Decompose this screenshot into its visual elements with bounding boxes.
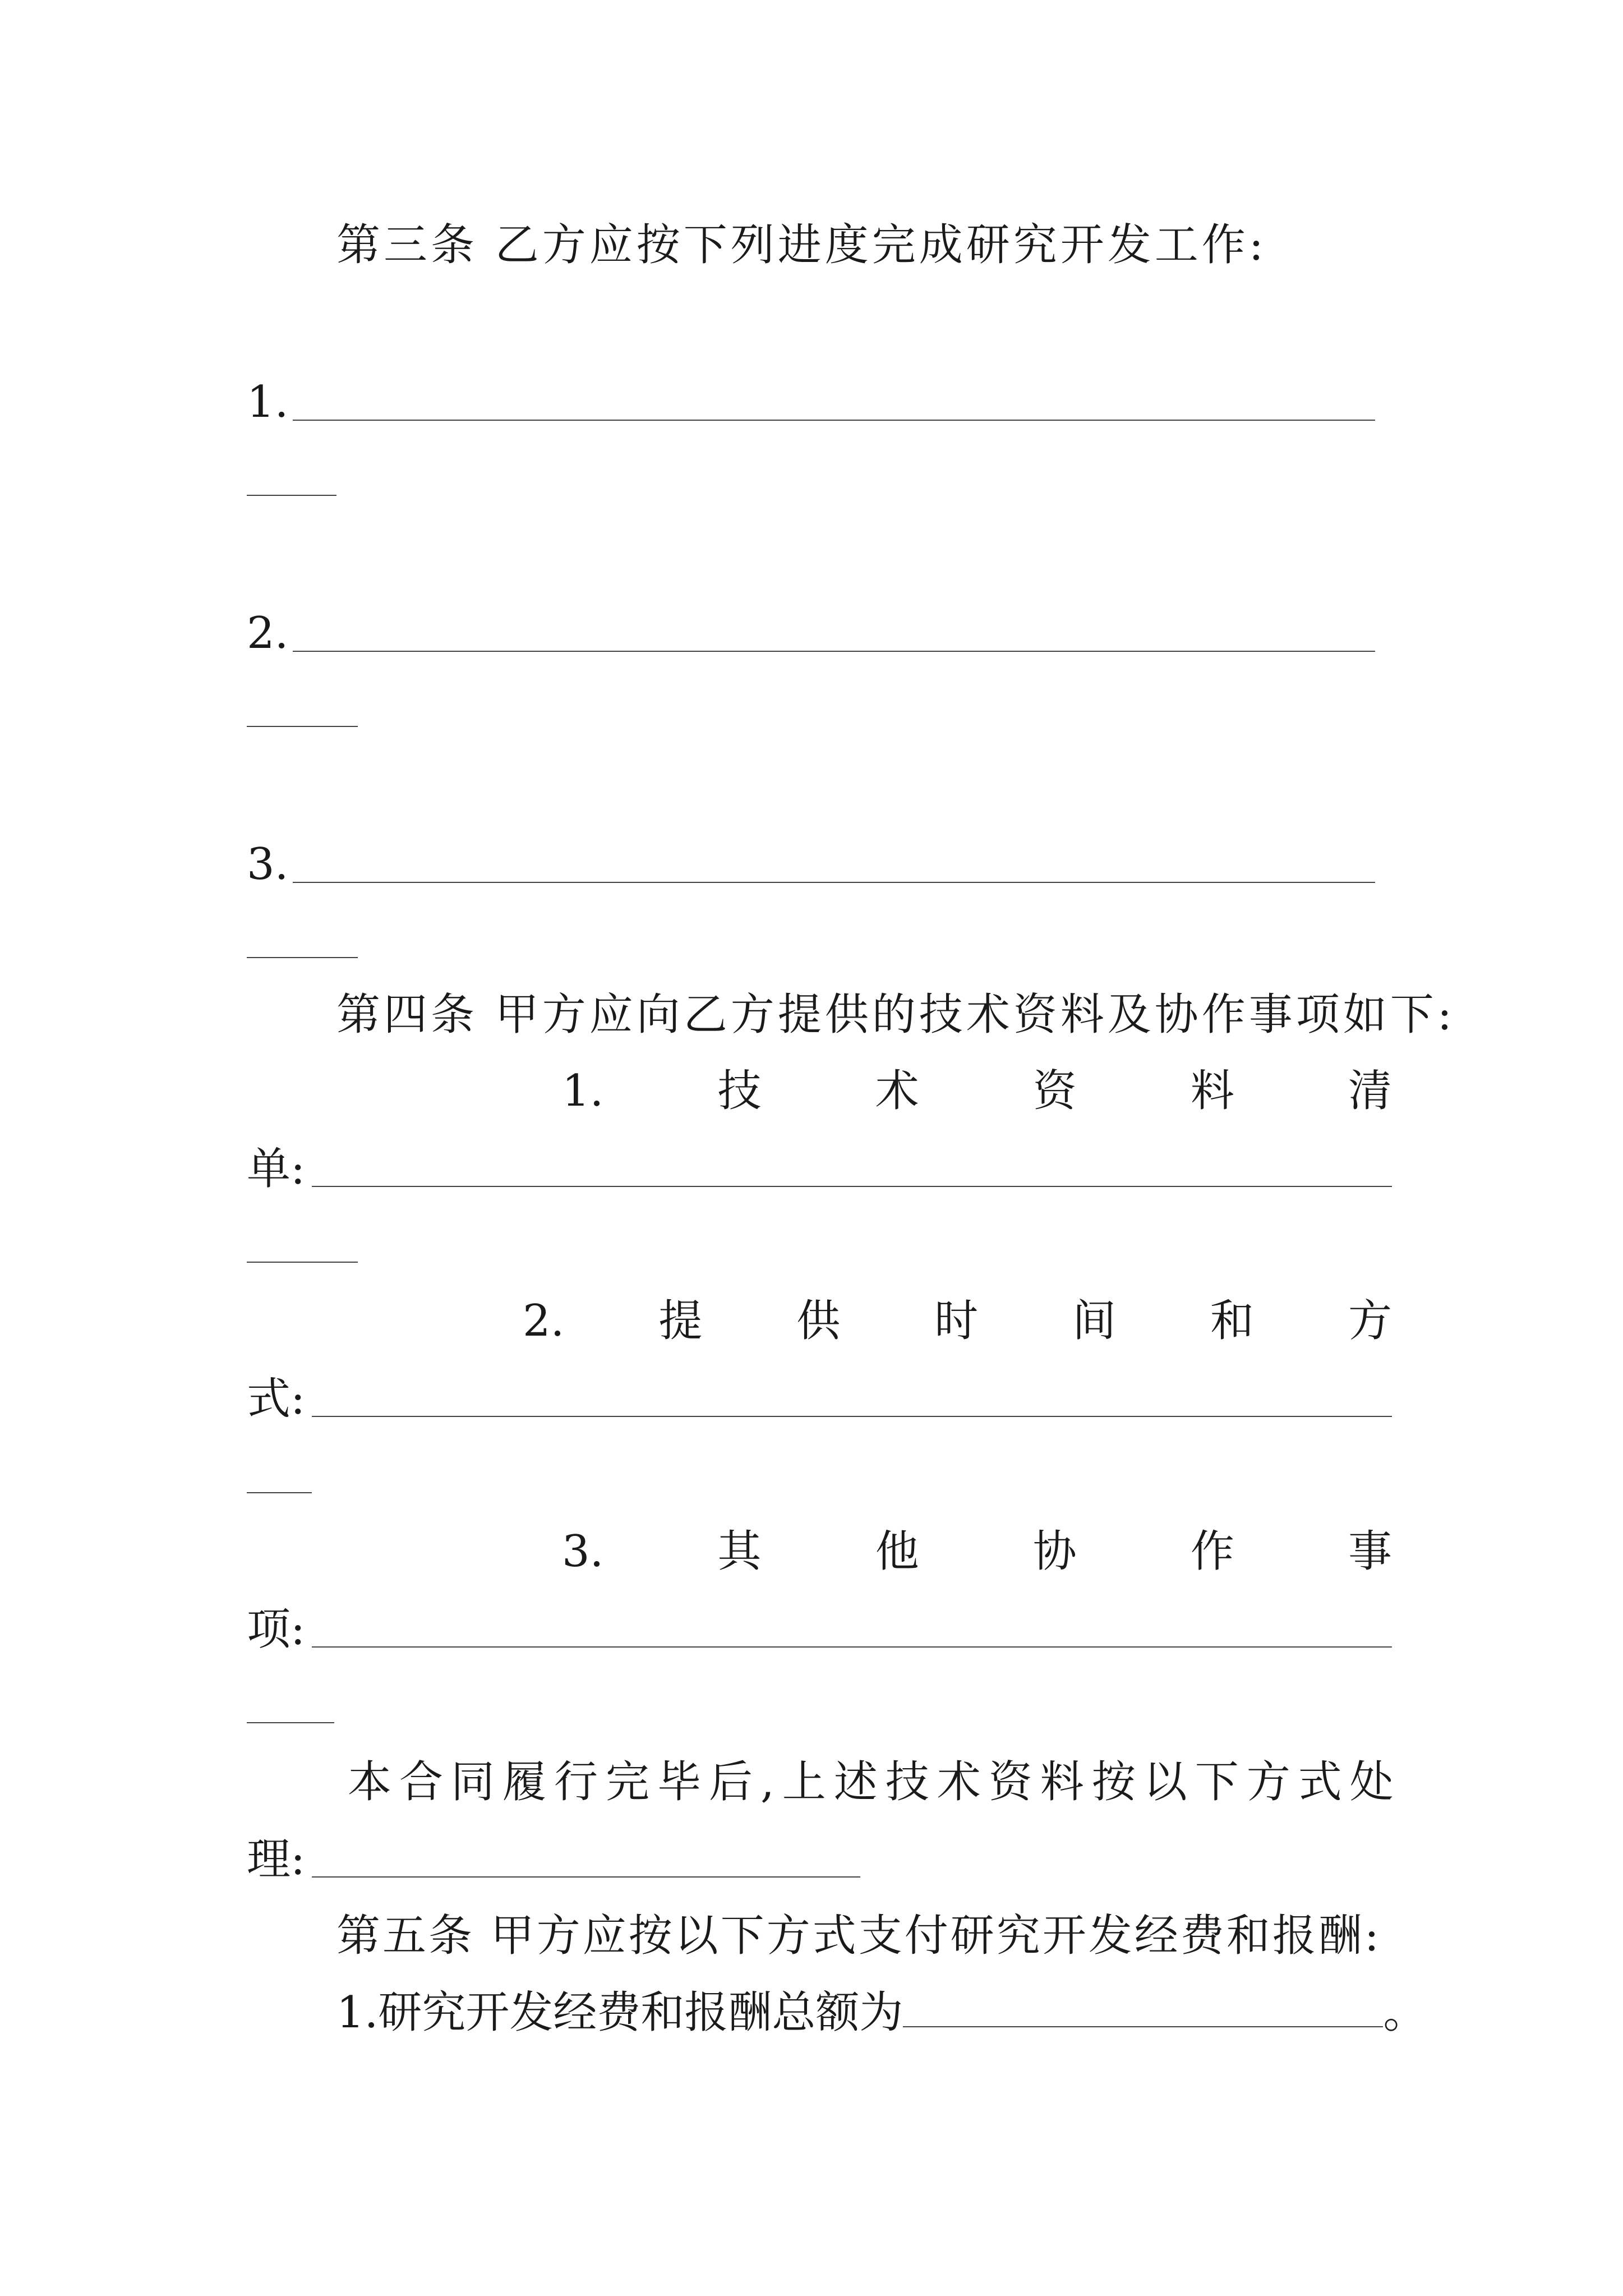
article4-item-1-blank[interactable] xyxy=(312,1186,1392,1187)
article4-item-2-char: 和 xyxy=(1210,1296,1255,1346)
article3-item-3-number: 3. xyxy=(247,839,289,890)
article4-item-2-line xyxy=(523,1296,1392,1346)
article3-item-1-blank[interactable] xyxy=(293,420,1375,421)
article4-item-1-number: 1. xyxy=(562,1066,604,1116)
article4-item-2-number: 2. xyxy=(523,1296,565,1346)
article4-item-3-tail: 项: xyxy=(247,1604,306,1655)
article5-item-1 xyxy=(336,1987,1427,2038)
article4-item-3-char: 事 xyxy=(1348,1526,1392,1577)
article4-item-1-char: 术 xyxy=(875,1066,919,1116)
article4-item-2-blank-cont[interactable] xyxy=(247,1492,312,1493)
article3-heading: 第三条 乙方应按下列进度完成研究开发工作: xyxy=(336,220,1267,270)
article3-item-1-blank-cont[interactable] xyxy=(247,495,336,496)
article3-item-3-blank-cont[interactable] xyxy=(247,957,358,958)
article4-item-3-number: 3. xyxy=(562,1526,604,1577)
article4-disposal-line-1: 本合同履行完毕后,上述技术资料按以下方式处 xyxy=(348,1757,1401,1807)
article3-item-2-number: 2. xyxy=(247,608,289,659)
article4-item-1-char: 清 xyxy=(1348,1066,1392,1116)
article3-item-2-blank[interactable] xyxy=(293,651,1375,652)
article4-item-3-char: 协 xyxy=(1032,1526,1077,1577)
article4-disposal-line-2: 理: xyxy=(247,1834,306,1885)
article4-item-1-char: 料 xyxy=(1190,1066,1234,1116)
article4-item-2-char: 供 xyxy=(796,1296,841,1346)
article5-item-1-suffix: 。 xyxy=(1383,1987,1427,2038)
article4-heading: 第四条 甲方应向乙方提供的技术资料及协作事项如下: xyxy=(336,990,1456,1040)
article4-item-1-char: 技 xyxy=(717,1066,762,1116)
article4-item-2-char: 提 xyxy=(658,1296,703,1346)
article5-heading: 第五条 甲方应按以下方式支付研究开发经费和报酬: xyxy=(336,1911,1382,1961)
article5-item-1-prefix: 1.研究开发经费和报酬总额为 xyxy=(336,1987,903,2038)
article4-item-2-char: 方 xyxy=(1348,1296,1392,1346)
article3-item-2-blank-cont[interactable] xyxy=(247,726,358,727)
article4-item-2-tail: 式: xyxy=(247,1374,306,1424)
article4-item-2-blank[interactable] xyxy=(312,1416,1392,1417)
article4-disposal-blank[interactable] xyxy=(312,1876,860,1878)
article4-item-1-line xyxy=(562,1066,1392,1116)
article4-item-3-char: 作 xyxy=(1190,1526,1234,1577)
article4-item-1-char: 资 xyxy=(1032,1066,1077,1116)
article3-item-1-number: 1. xyxy=(247,377,289,427)
article4-item-1-blank-cont[interactable] xyxy=(247,1262,358,1263)
article4-item-3-blank[interactable] xyxy=(312,1646,1392,1648)
article4-item-3-line xyxy=(562,1526,1392,1577)
article4-item-1-tail: 单: xyxy=(247,1144,306,1194)
article4-item-2-char: 间 xyxy=(1072,1296,1117,1346)
article5-total-amount-blank[interactable] xyxy=(903,1990,1383,2027)
article4-item-3-char: 其 xyxy=(717,1526,762,1577)
article3-item-3-blank[interactable] xyxy=(293,882,1375,883)
article4-item-3-blank-cont[interactable] xyxy=(247,1722,334,1723)
article4-item-3-char: 他 xyxy=(875,1526,919,1577)
article4-item-2-char: 时 xyxy=(934,1296,979,1346)
